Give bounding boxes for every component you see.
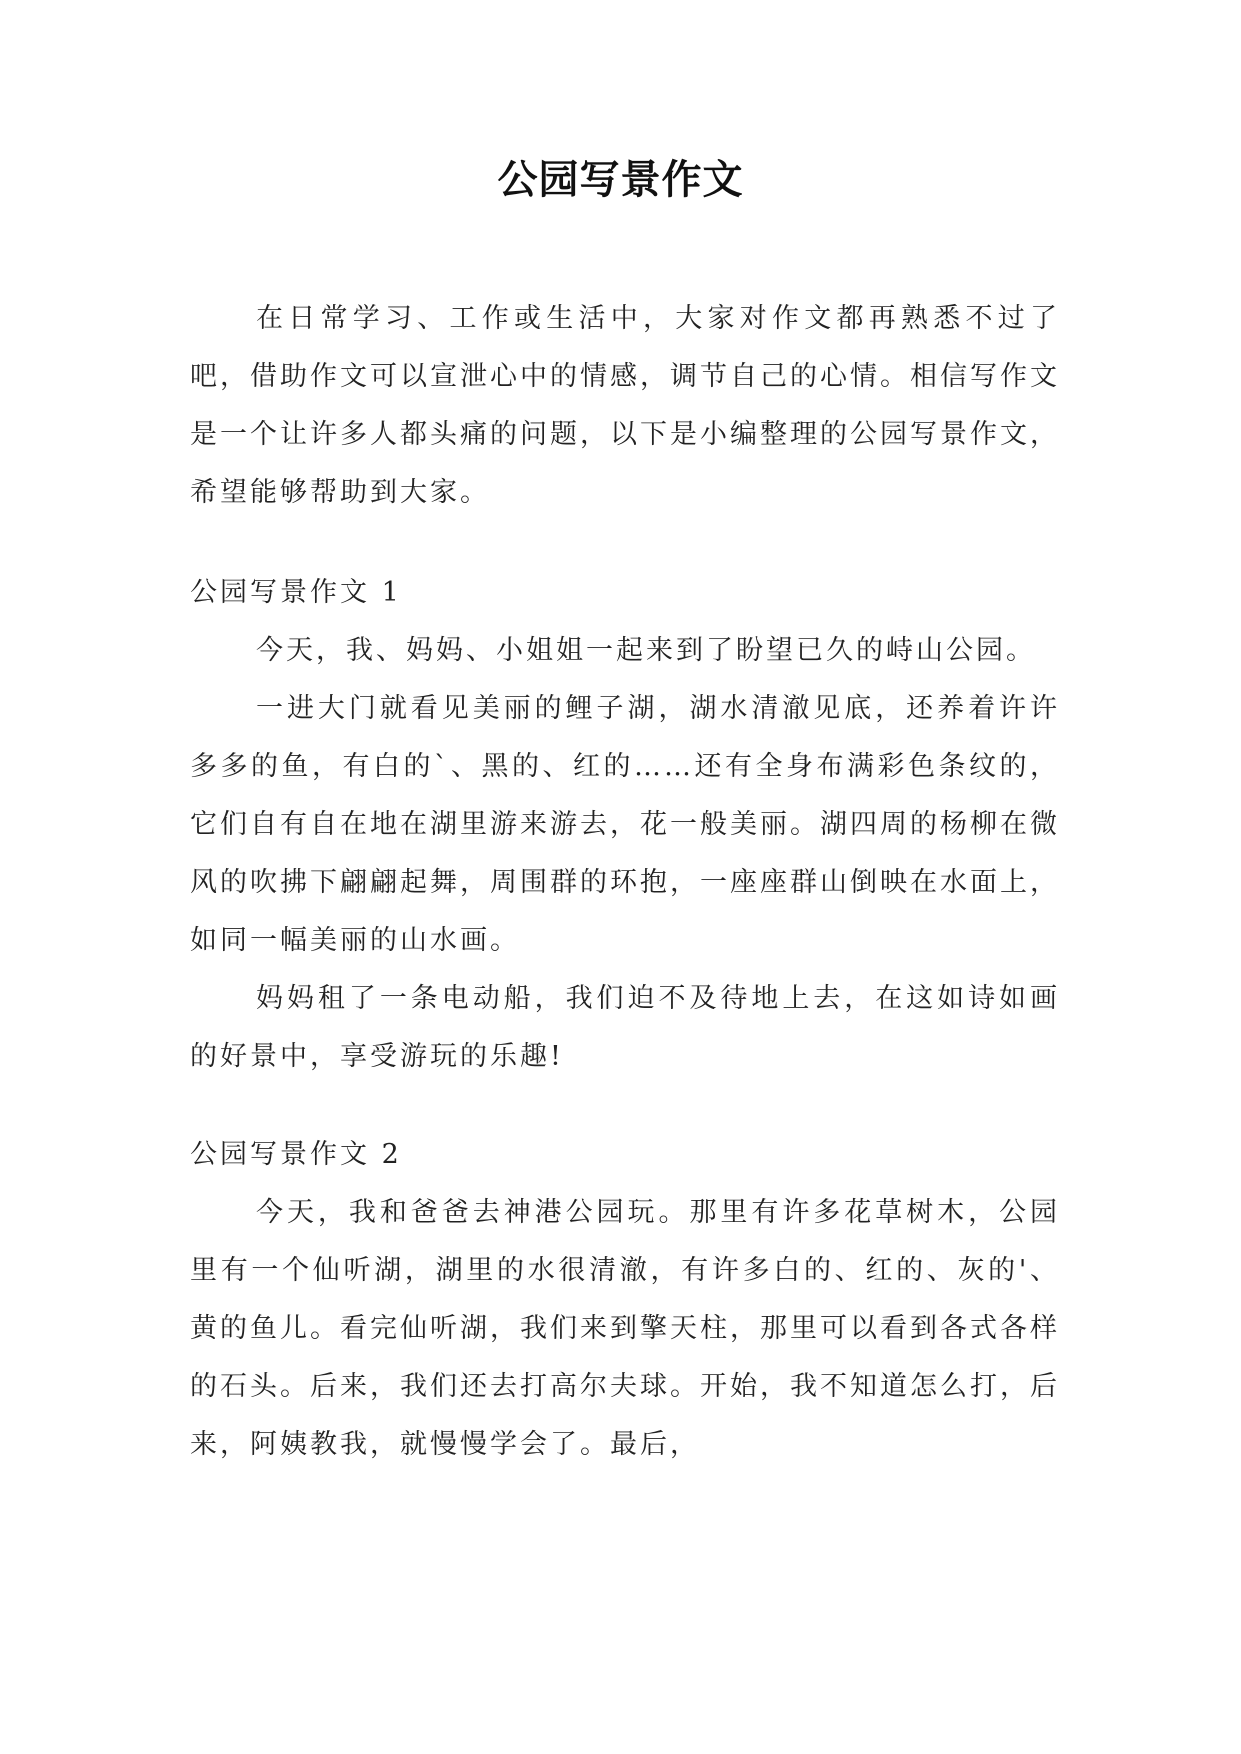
essay-paragraph: 妈妈租了一条电动船，我们迫不及待地上去，在这如诗如画的好景中，享受游玩的乐趣! bbox=[190, 983, 1060, 1072]
essay-heading: 公园写景作文 2 bbox=[190, 1139, 402, 1170]
intro-paragraph: 在日常学习、工作或生活中，大家对作文都再熟悉不过了吧，借助作文可以宣泄心中的情感，调节自己的心情。相信写作文是一个让许多人都头痛的问题，以下是小编整理的公园写景作文，希望能够帮助到大家。 bbox=[190, 303, 1060, 508]
essay-paragraph: 今天，我和爸爸去神港公园玩。那里有许多花草树木，公园里有一个仙听湖，湖里的水很清澈，有许多白的、红的、灰的'、黄的鱼儿。看完仙听湖，我们来到擎天柱，那里可以看到各式各样的石头。后来，我们还去打高尔夫球。开始，我不知道怎么打，后来，阿姨教我，就慢慢学会了。最后， bbox=[190, 1197, 1060, 1460]
essay-paragraph: 今天，我、妈妈、小姐姐一起来到了盼望已久的峙山公园。 bbox=[256, 635, 1036, 666]
essay-section-2 bbox=[190, 1126, 1060, 1474]
section-spacer bbox=[190, 1086, 1060, 1126]
document-body bbox=[190, 290, 1060, 1474]
section-spacer bbox=[190, 522, 1060, 564]
essay-heading: 公园写景作文 1 bbox=[190, 577, 402, 608]
essay-paragraph: 一进大门就看见美丽的鲤子湖，湖水清澈见底，还养着许许多多的鱼，有白的`、黑的、红的……还有全身布满彩色条纹的，它们自有自在地在湖里游来游去，花一般美丽。湖四周的杨柳在微风的吹拂下翩翩起舞，周围群的环抱，一座座群山倒映在水面上，如同一幅美丽的山水画。 bbox=[190, 693, 1060, 956]
essay-section-1 bbox=[190, 564, 1060, 1086]
document-title: 公园写景作文 bbox=[497, 157, 744, 203]
